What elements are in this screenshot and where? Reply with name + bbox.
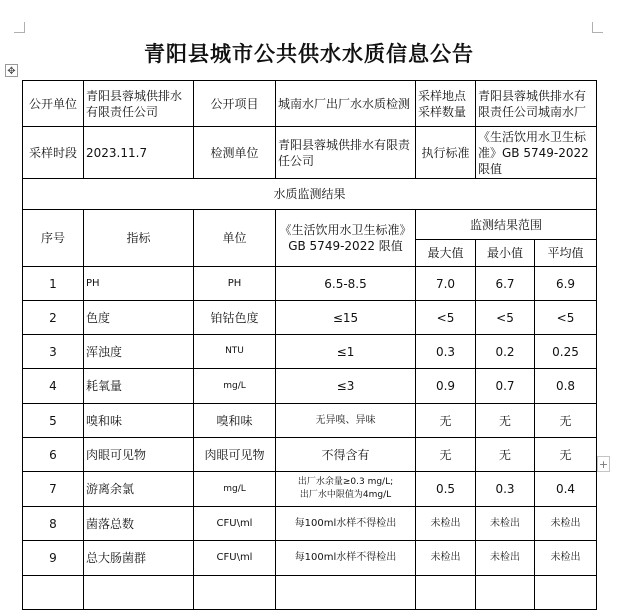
header-indicator: 指标 xyxy=(84,210,194,267)
cell-min: <5 xyxy=(476,301,535,335)
cell-limit: 每100ml水样不得检出 xyxy=(276,507,416,541)
test-unit-value: 青阳县蓉城供排水有限责任公司 xyxy=(276,127,416,179)
cell-max: 0.9 xyxy=(416,369,476,404)
header-avg: 平均值 xyxy=(535,240,597,267)
cell-min: 0.3 xyxy=(476,472,535,507)
cell-limit: 无异嗅、异味 xyxy=(276,404,416,438)
cell-max: 7.0 xyxy=(416,267,476,301)
cell-avg: 未检出 xyxy=(535,507,597,541)
header-row-1 xyxy=(23,210,597,240)
cell-unit: mg/L xyxy=(194,369,276,404)
cell-max: 未检出 xyxy=(416,541,476,576)
public-item-label: 公开项目 xyxy=(194,81,276,127)
cell-indicator: 浑浊度 xyxy=(84,335,194,369)
cell-indicator: 色度 xyxy=(84,301,194,335)
cell-unit: CFU\ml xyxy=(194,507,276,541)
cell-limit: ≤3 xyxy=(276,369,416,404)
test-unit-label: 检测单位 xyxy=(194,127,276,179)
header-min: 最小值 xyxy=(476,240,535,267)
cell-indicator: 总大肠菌群 xyxy=(84,541,194,576)
cell-min: 无 xyxy=(476,438,535,472)
table-row xyxy=(23,541,597,576)
table-row xyxy=(23,472,597,507)
cell-no: 3 xyxy=(23,335,84,369)
cell-avg: <5 xyxy=(535,301,597,335)
cell-no: 4 xyxy=(23,369,84,404)
cell-avg: 0.4 xyxy=(535,472,597,507)
table-row xyxy=(23,438,597,472)
table-row xyxy=(23,267,597,301)
cell-no: 9 xyxy=(23,541,84,576)
cell-min: 无 xyxy=(476,404,535,438)
header-unit: 单位 xyxy=(194,210,276,267)
cell-no: 6 xyxy=(23,438,84,472)
sample-place-label: 采样地点采样数量 xyxy=(416,81,476,127)
standard-label: 执行标准 xyxy=(416,127,476,179)
cell-limit: 6.5-8.5 xyxy=(276,267,416,301)
cell-avg: 0.25 xyxy=(535,335,597,369)
public-unit-value: 青阳县蓉城供排水有限责任公司 xyxy=(84,81,194,127)
cell-avg: 无 xyxy=(535,404,597,438)
sample-time-label: 采样时段 xyxy=(23,127,84,179)
table-row xyxy=(23,301,597,335)
cell-indicator: 游离余氯 xyxy=(84,472,194,507)
table-row xyxy=(23,335,597,369)
cell-max: <5 xyxy=(416,301,476,335)
cell-min: 6.7 xyxy=(476,267,535,301)
cell-indicator: PH xyxy=(84,267,194,301)
cell-avg: 0.8 xyxy=(535,369,597,404)
section-title-row xyxy=(23,179,597,210)
cell-indicator: 嗅和味 xyxy=(84,404,194,438)
cell-max: 0.3 xyxy=(416,335,476,369)
header-no: 序号 xyxy=(23,210,84,267)
cell-unit: PH xyxy=(194,267,276,301)
cell-limit: ≤1 xyxy=(276,335,416,369)
section-title: 水质监测结果 xyxy=(23,179,597,210)
cell-avg: 无 xyxy=(535,438,597,472)
cell-max: 未检出 xyxy=(416,507,476,541)
cell-max: 0.5 xyxy=(416,472,476,507)
cell-no: 5 xyxy=(23,404,84,438)
plus-icon[interactable]: + xyxy=(598,458,609,471)
table-row xyxy=(23,369,597,404)
header-limit: 《生活饮用水卫生标准》GB 5749-2022 限值 xyxy=(276,210,416,267)
table-row xyxy=(23,404,597,438)
cell-indicator: 菌落总数 xyxy=(84,507,194,541)
cell-unit: CFU\ml xyxy=(194,541,276,576)
cell-max: 无 xyxy=(416,404,476,438)
cell-limit-line1: 出厂水余量≥0.3 mg/L; xyxy=(297,477,394,487)
info-row-2 xyxy=(23,127,597,179)
cell-no: 8 xyxy=(23,507,84,541)
cell-unit: mg/L xyxy=(194,472,276,507)
cell-max: 无 xyxy=(416,438,476,472)
cell-no: 2 xyxy=(23,301,84,335)
move-cross-icon[interactable]: ✥ xyxy=(5,64,18,77)
table-row-empty xyxy=(23,576,597,610)
cell-min: 0.7 xyxy=(476,369,535,404)
cell-unit: 肉眼可见物 xyxy=(194,438,276,472)
cell-indicator: 耗氧量 xyxy=(84,369,194,404)
cell-unit: 嗅和味 xyxy=(194,404,276,438)
public-item-value: 城南水厂出厂水水质检测 xyxy=(276,81,416,127)
cell-unit: NTU xyxy=(194,335,276,369)
cell-no: 7 xyxy=(23,472,84,507)
cell-min: 未检出 xyxy=(476,507,535,541)
cell-min: 0.2 xyxy=(476,335,535,369)
cell-limit: ≤15 xyxy=(276,301,416,335)
sample-time-value: 2023.11.7 xyxy=(84,127,194,179)
standard-value: 《生活饮用水卫生标准》GB 5749-2022 限值 xyxy=(476,127,597,179)
water-quality-table xyxy=(22,80,597,610)
document-title: 青阳县城市公共供水水质信息公告 xyxy=(144,42,474,66)
cell-no: 1 xyxy=(23,267,84,301)
header-max: 最大值 xyxy=(416,240,476,267)
cell-avg: 未检出 xyxy=(535,541,597,576)
cell-limit: 不得含有 xyxy=(276,438,416,472)
sample-place-value: 青阳县蓉城供排水有限责任公司城南水厂 xyxy=(476,81,597,127)
cell-limit: 每100ml水样不得检出 xyxy=(276,541,416,576)
header-range: 监测结果范围 xyxy=(416,210,597,240)
info-row-1 xyxy=(23,81,597,127)
cell-avg: 6.9 xyxy=(535,267,597,301)
public-unit-label: 公开单位 xyxy=(23,81,84,127)
page-corner-mark-right xyxy=(592,22,603,33)
cell-unit: 铂钴色度 xyxy=(194,301,276,335)
page-corner-mark-left xyxy=(14,22,25,33)
cell-min: 未检出 xyxy=(476,541,535,576)
cell-limit-line2: 出厂水中限值为4mg/L xyxy=(299,490,392,500)
table-row xyxy=(23,507,597,541)
cell-indicator: 肉眼可见物 xyxy=(84,438,194,472)
cell-limit xyxy=(276,472,416,507)
